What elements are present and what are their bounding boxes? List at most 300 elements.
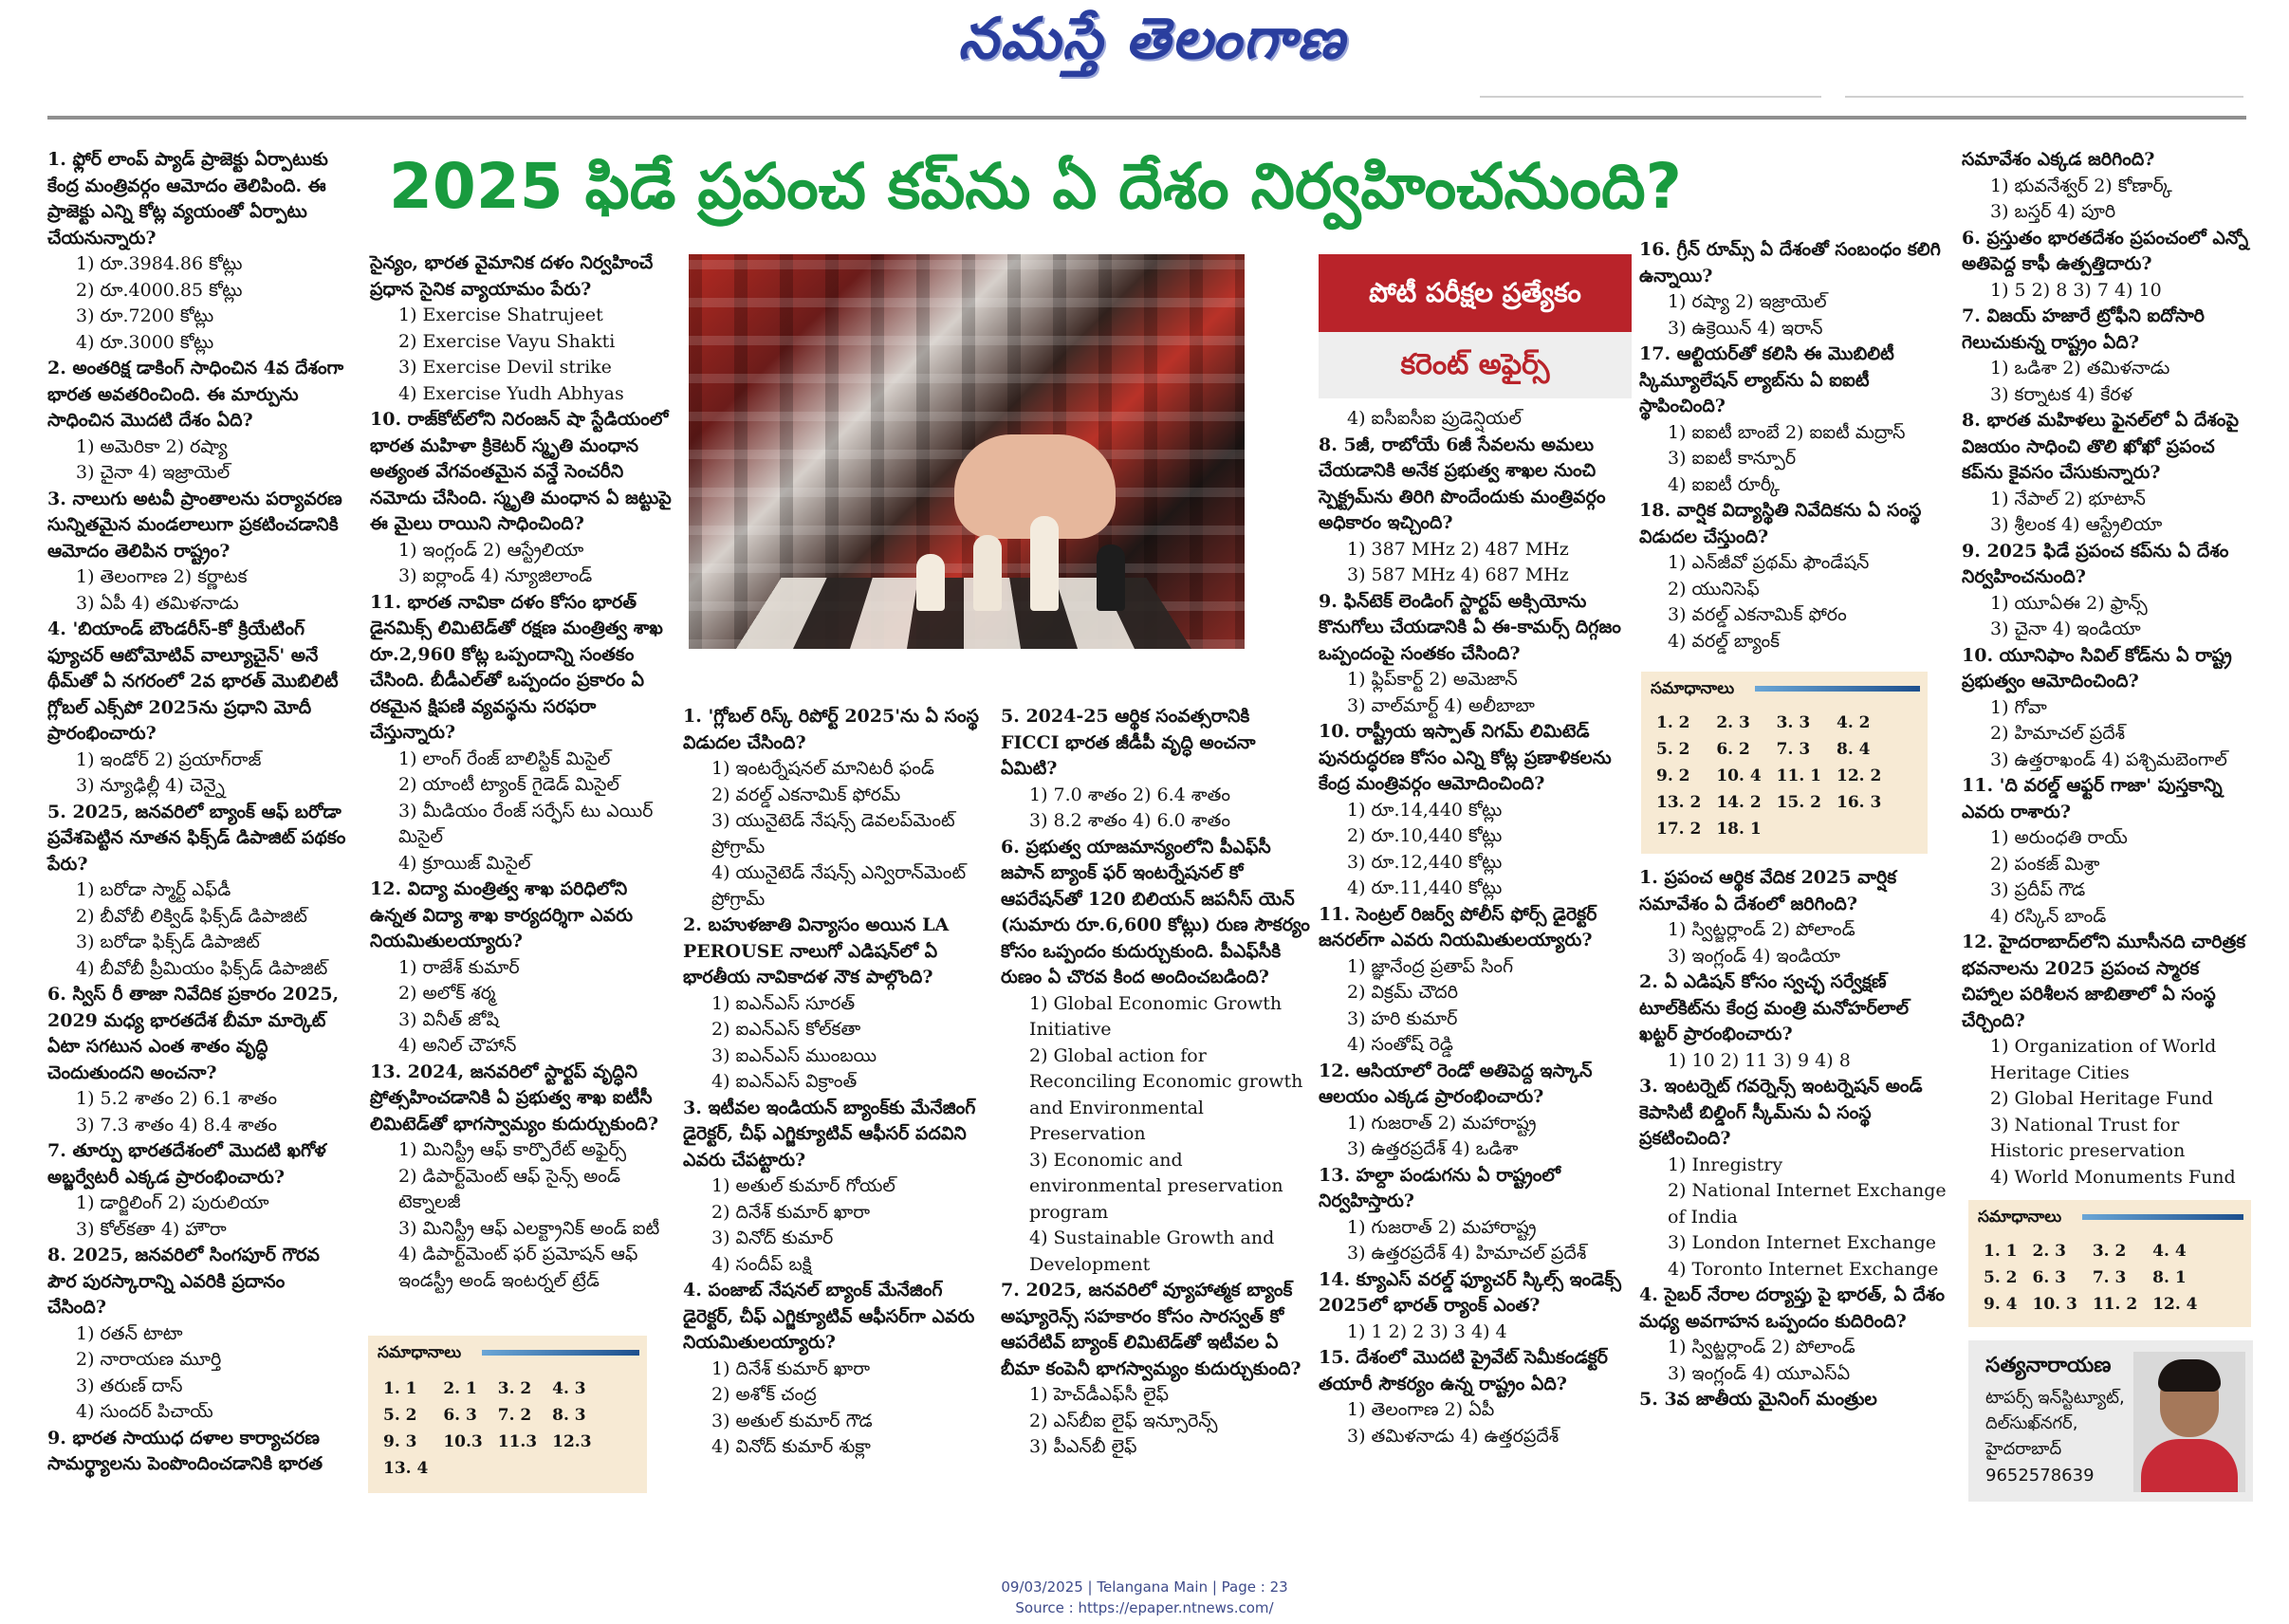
answer-option: 3) Exercise Devil strike [398, 357, 612, 378]
question-text: 8. భారత మహిళలు ఫైనల్‌లో ఏ దేశంపై విజయం సాధించి తొలి ఖోఖో ప్రపంచ కప్‌ను కైవసం చేసుకున్నారు? [1962, 410, 2239, 483]
answer-option: 4) Toronto Internet Exchange [1668, 1258, 1939, 1280]
answer-option: 2) Global action for Reconciling Economic growth and Environmental Preservation [1029, 1044, 1303, 1144]
question-block [1319, 719, 1634, 902]
question-block [1962, 147, 2252, 226]
question-text: 13. 2024, జనవరిలో స్టార్టప్ వృద్ధిని ప్రోత్సహించడానికి ఏ ప్రభుత్వ శాఖ ఐటీసీ లిమిటెడ్‌తో భాగస్వామ్యం కుదుర్చుకుంది? [370, 1061, 658, 1135]
question-text: 11. భారత నావికా దళం కోసం భారత్ డైనమిక్స్ లిమిటెడ్‌తో రక్షణ మంత్రిత్వ శాఖ రూ.2,960 కోట్ల ఒప్పందాన్ని సంతకం చేసింది. బీడీఎల్‌తో ఒప్పందం ప్రకారం ఏ రకమైన క్షిపణి వ్యవస్థను సరఫరా చేస్తున్నారు? [370, 591, 663, 743]
answer-option: 4) రస్కిన్ బాండ్ [1990, 905, 2107, 927]
question-block [1001, 835, 1314, 1279]
answers-box-2 [1641, 672, 1928, 854]
answer-option: 4) Sustainable Growth and Development [1029, 1227, 1275, 1275]
answer-cell: 12. 2 [1836, 766, 1882, 785]
answer-option: 1) 10 2) 11 3) 9 4) 8 [1668, 1049, 1851, 1071]
answer-cell: 9. 3 [383, 1432, 417, 1451]
question-block [47, 1243, 347, 1426]
question-text: 5. 2024-25 ఆర్థిక సంవత్సరానికి FICCI భారత జీడీపీ వృద్ధి అంచనా ఏమిటి? [1001, 706, 1256, 779]
answer-cell: 2. 3 [1716, 713, 1750, 732]
answer-cell: 10.3 [443, 1432, 483, 1451]
question-text: 17. ఆల్టియర్‌తో కలిసి ఈ మొబిలిటీ స్కిమ్యూలేషన్ ల్యాబ్‌ను ఏ ఐఐటీ స్థాపించింది? [1639, 343, 1894, 416]
answer-option: 1) తెలంగాణ 2) కర్ణాటక [76, 566, 248, 587]
answer-option: 1) బరోడా స్మార్ట్ ఎఫ్‌డీ [76, 879, 231, 900]
question-text: 7. 2025, జనవరిలో వ్యూహాత్మక బ్యాంక్ అష్యూరెన్స్ సహకారం కోసం సారస్వత్ కో ఆపరేటివ్ బ్యాంక్ లిమిటెడ్‌తో ఇటీవల ఏ బీమా కంపెనీ భాగస్వామ్యం కుదుర్చుకుంది? [1001, 1280, 1301, 1379]
header-rule [47, 116, 2246, 120]
answer-option: 3) అతుల్ కుమార్ గౌడ [711, 1410, 873, 1431]
answer-option: 2) రూ.10,440 కోట్లు [1347, 825, 1503, 846]
answer-option: 3) హరి కుమార్ [1347, 1007, 1458, 1029]
answer-option: 1) స్విట్జర్లాండ్ 2) పోలాండ్ [1668, 919, 1855, 940]
answer-option: 3) తరుణ్ దాస్ [76, 1375, 183, 1396]
answer-option: 3) ఉత్తరప్రదేశ్ 4) ఒడిశా [1347, 1138, 1519, 1159]
answer-option: 2) బీవోబీ లిక్విడ్ ఫిక్స్‌డ్ డిపాజిట్ [76, 905, 307, 927]
answer-cell: 18. 1 [1716, 820, 1762, 839]
answer-option: 3) 8.2 శాతం 4) 6.0 శాతం [1029, 810, 1230, 831]
answer-option: 3) ఇంగ్లండ్ 4) యూఎస్ఏ [1668, 1362, 1851, 1384]
question-text: 15. దేశంలో మొదటి ప్రైవేట్ సెమీకండక్టర్ తయారీ సౌకర్యం ఉన్న రాష్ట్రం ఏది? [1319, 1347, 1608, 1394]
answer-option: 1) రూ.14,440 కోట్లు [1347, 799, 1503, 821]
question-block [1319, 1345, 1634, 1449]
question-text: 3. ఇంటర్నెట్ గవర్నెన్స్ ఇంటర్నెషన్ అండ్ కెపాసిటీ బిల్డింగ్ స్కీమ్‌ను ఏ సంస్థ ప్రకటించింది? [1639, 1076, 1923, 1149]
column-1 [47, 147, 347, 1478]
newspaper-logo: నమస్తే తెలంగాణ [958, 6, 1347, 72]
author-shirt [2141, 1439, 2238, 1492]
answers-title: సమాధానాలు [378, 1343, 462, 1362]
question-block [1319, 1059, 1634, 1163]
question-text: 5. 2025, జనవరిలో బ్యాంక్ ఆఫ్ బరోడా ప్రవేశపెట్టిన నూతన ఫిక్స్‌డ్ డిపాజిట్ పథకం పేరు? [47, 801, 346, 875]
answer-option: 3) రూ.7200 కోట్లు [76, 305, 214, 326]
answer-option: 4) క్రూయిజ్ మిసైల్ [398, 852, 531, 874]
answer-option: 1) గుజరాత్ 2) మహారాష్ట్ర [1347, 1216, 1537, 1238]
answer-cell: 6. 3 [443, 1406, 477, 1425]
answer-cell: 2. 1 [443, 1379, 477, 1398]
answer-cell: 8. 1 [2152, 1268, 2187, 1287]
answer-option: 1) Exercise Shatrujeet [398, 304, 603, 325]
answers-row [1976, 1238, 2205, 1264]
answer-option: 1) లాంగ్ రేంజ్ బాలిస్టిక్ మిసైల్ [398, 747, 611, 769]
answer-option: 1) దినేశ్ కుమార్ ఖారా [711, 1357, 871, 1379]
answer-cell [545, 1455, 599, 1482]
question-block [1962, 930, 2252, 1190]
answer-option: 3) చైనా 4) ఇజ్రాయెల్ [76, 462, 231, 483]
question-block [47, 617, 347, 800]
answer-cell: 1. 2 [1656, 713, 1690, 732]
answer-option: 2) విక్రమ్ చౌదరి [1347, 982, 1458, 1003]
answer-cell [435, 1455, 489, 1482]
answer-cell: 1. 1 [1984, 1242, 2018, 1261]
author-institute: టాపర్స్ ఇన్‌స్టిట్యూట్, [1985, 1388, 2125, 1408]
answer-option: 3) ఉత్తరప్రదేశ్ 4) హిమాచల్ ప్రదేశ్ [1347, 1243, 1587, 1264]
answers-box-1 [368, 1336, 647, 1493]
answer-cell: 2. 3 [2032, 1242, 2066, 1261]
answer-option: 3) పీఎన్‌బీ లైఫ్ [1029, 1436, 1137, 1457]
answer-option: 3) రూ.12,440 కోట్లు [1347, 851, 1503, 873]
answer-option: 1) 1 2) 2 3) 3 4) 4 [1347, 1320, 1507, 1342]
answer-cell: 3. 2 [2092, 1242, 2127, 1261]
question-text: 4. 'బియాండ్ బౌండరీస్-కో క్రియేటింగ్ ఫ్యూచర్ ఆటోమోటివ్ వాల్యూచైన్' అనే థీమ్‌తో ఏ నగరంలో 2వ భారత్ మొబిలిటీ గ్లోబల్ ఎక్స్‌పో 2025ను ప్రధాని మోదీ ప్రారంభించారు? [47, 618, 339, 744]
answer-cell: 4. 3 [552, 1379, 586, 1398]
answer-option: 1) రాజేశ్ కుమార్ [398, 956, 520, 978]
question-block [1962, 773, 2252, 930]
answer-option: 1) స్విట్జర్లాండ్ 2) పోలాండ్ [1668, 1337, 1855, 1357]
answer-option: 3) ఐఎన్ఎస్ ముంబయి [711, 1044, 877, 1066]
answer-cell: 1. 1 [383, 1379, 417, 1398]
answer-option: 1) యూఏఈ 2) ఫ్రాన్స్ [1990, 592, 2148, 614]
answer-option: 1) గుజరాత్ 2) మహారాష్ట్ర [1347, 1112, 1537, 1134]
answers-row [1649, 789, 1889, 816]
question-text: 8. 2025, జనవరిలో సింగపూర్ గౌరవ పౌర పురస్కారాన్ని ఎవరికి ప్రదానం చేసింది? [47, 1245, 320, 1318]
question-block [1001, 704, 1314, 835]
answer-cell: 5. 2 [1984, 1268, 2018, 1287]
question-text: 2. అంతరిక్ష డాకింగ్ సాధించిన 4వ దేశంగా భారత అవతరించింది. ఈ మార్పును సాధించిన మొదటి దేశం ఏది? [47, 358, 344, 431]
question-text: 2. బహుళజాతి విన్యాసం అయిన LA PEROUSE నాలుగో ఎడిషన్‌లో ఏ భారతీయ నావికాదళ నౌక పాల్గొంది? [683, 914, 950, 987]
column-6-bottom [1639, 865, 1952, 1413]
answer-option: 4) ఐఐటీ రూర్కీ [1668, 473, 1781, 495]
answer-option: 3) ఇంగ్లండ్ 4) ఇండియా [1668, 945, 1840, 967]
question-block [1639, 237, 1952, 341]
answer-option: 4) యునైటెడ్ నేషన్స్ ఎన్విరాన్‌మెంట్ ప్రోగ్రామ్ [711, 862, 967, 910]
question-block [1639, 969, 1952, 1074]
question-block [370, 250, 672, 407]
answer-option: 3) మీడియం రేంజ్ సర్ఫేస్ టు ఎయిర్ మిసైల్ [398, 800, 654, 847]
answer-option: 4) రూ.3000 కోట్లు [76, 331, 214, 353]
question-block [1962, 539, 2252, 643]
question-text: 3. నాలుగు అటవీ ప్రాంతాలను పర్యావరణ సున్నితమైన మండలాలుగా ప్రకటించడానికి ఆమోదం తెలిపిన రాష్ట్రం? [47, 488, 342, 562]
answers-row [376, 1455, 600, 1482]
answer-cell: 5. 2 [383, 1406, 417, 1425]
answer-option: 3) ఏపీ 4) తమిళనాడు [76, 592, 239, 614]
answers-title: సమాధానాలు [1651, 679, 1735, 698]
answer-option: 3) బరోడా ఫిక్స్‌డ్ డిపాజిట్ [76, 932, 260, 952]
question-block [47, 487, 347, 618]
author-city: హైదరాబాద్ [1985, 1439, 2062, 1459]
answers-row [1976, 1291, 2205, 1318]
column-7 [1962, 147, 2252, 1190]
answer-cell: 13. 2 [1656, 793, 1702, 812]
answer-option: 3) 587 MHz 4) 687 MHz [1347, 564, 1569, 585]
question-block [683, 704, 996, 913]
answer-option: 1) హెచ్‌డీఎఫ్‌సీ లైఫ్ [1029, 1384, 1170, 1405]
answer-cell: 7. 3 [2092, 1268, 2127, 1287]
answer-cell: 13. 4 [383, 1459, 429, 1478]
answer-option: 2) అశోక్ చంద్ర [711, 1384, 817, 1405]
answer-option: 1) Inregistry [1668, 1153, 1783, 1175]
answers-title-bar [2082, 1214, 2243, 1220]
answer-option: 3) వరల్డ్ ఎకనామిక్ ఫోరం [1668, 604, 1847, 625]
answer-option: 1) నేపాల్ 2) భూటాన్ [1990, 488, 2146, 509]
question-text: 7. విజయ్ హజారే ట్రోఫీని ఐదోసారి గెలుచుకున్న రాష్ట్రం ఏది? [1962, 305, 2205, 353]
question-text: 6. ప్రభుత్వ యాజమాన్యంలోని పీఎఫ్‌సీ జపాన్ బ్యాంక్ ఫర్ ఇంటర్నేషనల్ కో ఆపరేషన్‌తో 120 బిలియన్ జపనీస్ యెన్ (సుమారు రూ.6,600 కోట్లు) రుణ సౌకర్యం కోసం ఒప్పందం కుదుర్చుకుంది. పీఎఫ్‌సీకి రుణం ఏ చొరవ కింద అందించబడింది? [1001, 836, 1310, 987]
answer-option: 1) ఐఎన్ఎస్ సూరత్ [711, 992, 856, 1014]
answer-option: 1) ఇంటర్నేషనల్ మానిటరీ ఫండ్ [711, 758, 934, 779]
answer-cell: 6. 3 [2032, 1268, 2066, 1287]
answer-cell: 4. 2 [1836, 713, 1871, 732]
answer-option: 3) వినీత్ జోషి [398, 1008, 500, 1030]
question-text: 7. తూర్పు భారతదేశంలో మొదటి ఖగోళ అబ్జర్వేటరీ ఎక్కడ ప్రారంభించారు? [47, 1140, 326, 1188]
question-text: 9. భారత సాయుధ దళాల కార్యాచరణ సామర్థ్యాలను పెంపొందించడానికి భారత [47, 1427, 323, 1474]
question-block [1319, 589, 1634, 720]
question-text: 13. హల్దా పండుగను ఏ రాష్ట్రంలో నిర్వహిస్తారు? [1319, 1164, 1560, 1211]
question-text: 1. ఫ్లోర్ లాంప్ ప్యాడ్ ప్రాజెక్టు ఏర్పాటుకు కేంద్ర మంత్రివర్గం ఆమోదం తెలిపింది. ఈ ప్రాజెక్టు ఎన్ని కోట్ల వ్యయంతో ఏర్పాటు చేయనున్నారు? [47, 149, 328, 249]
question-block [370, 590, 672, 877]
answer-option: 3) బస్తర్ 4) పూరి [1990, 201, 2116, 222]
answers-title-bar [482, 1350, 639, 1356]
question-block [47, 356, 347, 487]
answer-cell: 11. 2 [2092, 1295, 2138, 1314]
answer-option: 1) Global Economic Growth Initiative [1029, 992, 1283, 1040]
answer-option: 1) డార్జిలింగ్ 2) పురులియా [76, 1192, 269, 1213]
question-block [1639, 1283, 1952, 1387]
answer-option: 2) Exercise Vayu Shakti [398, 330, 616, 352]
answer-option: 3) ఉక్రెయిన్ 4) ఇరాన్ [1668, 317, 1823, 339]
answer-option: 1) ఫ్లిప్‌కార్ట్ 2) అమెజాన్ [1347, 669, 1518, 690]
answers-row [1649, 710, 1889, 736]
question-block [370, 1060, 672, 1295]
question-block [1962, 408, 2252, 539]
answer-cell: 12.3 [552, 1432, 592, 1451]
author-box [1968, 1340, 2253, 1502]
question-block [47, 982, 347, 1138]
question-block [370, 877, 672, 1060]
answer-option: 1) 5.2 శాతం 2) 6.1 శాతం [76, 1088, 277, 1109]
question-text: 9. 2025 ఫిడే ప్రపంచ కప్‌ను ఏ దేశం నిర్వహించనుంది? [1962, 540, 2229, 587]
question-block [1319, 1163, 1634, 1267]
answer-option: 3) Economic and environmental preservation program [1029, 1149, 1283, 1223]
answer-cell: 7. 2 [497, 1406, 532, 1425]
question-text: 5. 3వ జాతీయ మైనింగ్ మంత్రుల [1639, 1389, 1877, 1410]
answer-option: 1) రతన్ టాటా [76, 1322, 183, 1344]
footer-date: 09/03/2025 | Telangana Main | Page : 23 [1001, 1578, 1288, 1596]
answer-option: 4) వినోద్ కుమార్ శుక్లా [711, 1436, 871, 1457]
answer-option: 3) కర్నాటక 4) కేరళ [1990, 383, 2132, 405]
answer-option: 4) డిపార్ట్‌మెంట్ ఫర్ ప్రమోషన్ ఆఫ్ ఇండస్ట్రీ అండ్ ఇంటర్నల్ ట్రేడ్ [398, 1244, 638, 1291]
answer-cell: 9. 4 [1984, 1295, 2018, 1314]
answer-cell [1829, 816, 1889, 842]
answer-cell: 16. 3 [1836, 793, 1882, 812]
question-block [1639, 498, 1952, 655]
question-block [1319, 902, 1634, 1059]
question-block [1319, 406, 1634, 433]
answer-cell: 4. 4 [2152, 1242, 2187, 1261]
question-text: సైన్యం, భారత వైమానిక దళం నిర్వహించే ప్రధాన సైనిక వ్యాయామం పేరు? [370, 252, 654, 300]
answer-option: 3) 7.3 శాతం 4) 8.4 శాతం [76, 1114, 277, 1135]
answer-option: 2) రూ.4000.85 కోట్లు [76, 279, 243, 301]
answers-table [1976, 1238, 2205, 1318]
answers-title-bar [1755, 686, 1920, 692]
answer-option: 4) ఐసీఐసీఐ ప్రుడెన్షియల్ [1347, 408, 1522, 429]
question-text: 18. వార్షిక విద్యాస్థితి నివేదికను ఏ సంస్థ విడుదల చేస్తుంది? [1639, 500, 1922, 547]
author-photo [2133, 1352, 2245, 1492]
answer-option: 1) ఎన్‌జీవో ప్రథమ్ ఫౌండేషన్ [1668, 552, 1870, 573]
question-text: 8. 5జీ, రాబోయే 6జీ సేవలను అమలు చేయడానికి అనేక ప్రభుత్వ శాఖల నుంచి స్పెక్ట్రమ్‌ను తిరిగి పొందేందుకు మంత్రివర్గం అధికారం ఇచ్చింది? [1319, 434, 1606, 533]
question-text: 12. ఆసియాలో రెండో అతిపెద్ద ఇస్కాన్ ఆలయం ఎక్కడ ప్రారంభించారు? [1319, 1060, 1593, 1107]
answers-row [376, 1429, 600, 1455]
answer-option: 3) వాల్‌మార్ట్ 4) అలీబాబా [1347, 694, 1535, 716]
section-tag-top: పోటీ పరీక్షల ప్రత్యేకం [1319, 254, 1632, 332]
answers-box-3 [1968, 1200, 2251, 1327]
answers-row [376, 1375, 600, 1402]
question-text: 6. స్విస్ రీ తాజా నివేదిక ప్రకారం 2025, 2029 మధ్య భారతదేశ బీమా మార్కెట్ ఏటా సగటున ఎంత శాతం వృద్ధి చెందుతుందని అంచనా? [47, 984, 340, 1083]
question-block [1639, 1387, 1952, 1413]
answer-cell: 12. 4 [2152, 1295, 2198, 1314]
question-text: 11. 'ది వరల్డ్ ఆఫ్టర్ గాజా' పుస్తకాన్ని ఎవరు రాశారు? [1962, 775, 2223, 822]
answer-option: 1) 5 2) 8 3) 7 4) 10 [1990, 279, 2162, 301]
answer-option: 1) జ్ఞానేంద్ర ప్రతాప్ సింగ్ [1347, 955, 1514, 977]
answer-option: 3) ఉత్తరాఖండ్ 4) పశ్చిమబెంగాల్ [1990, 748, 2227, 770]
question-text: 3. ఇటీవల ఇండియన్ బ్యాంక్‌కు మేనేజింగ్ డైరెక్టర్, చీఫ్ ఎగ్జిక్యూటివ్ ఆఫీసర్ పదవిని ఎవరు చేపట్టారు? [683, 1097, 976, 1171]
answer-option: 1) ఐఐటీ బాంబే 2) ఐఐటీ మద్రాస్ [1668, 421, 1906, 443]
question-block [47, 1138, 347, 1243]
question-block [1962, 226, 2252, 304]
chess-piece-icon [916, 554, 945, 611]
column-5 [1319, 406, 1634, 1449]
question-text: 10. రాష్ట్రీయ ఇస్పాత్ నిగమ్ లిమిటెడ్ పునరుద్ధరణ కోసం ఎన్ని కోట్ల ప్రణాళికలను కేంద్ర మంత్రివర్గం ఆమోదించింది? [1319, 721, 1612, 794]
answer-cell: 10. 4 [1716, 766, 1762, 785]
answer-option: 4) ఐఎన్ఎస్ విక్రాంత్ [711, 1071, 858, 1092]
question-text: 16. గ్రీన్ రూమ్స్ ఏ దేశంతో సంబంధం కలిగి ఉన్నాయి? [1639, 239, 1941, 286]
author-area: దిల్‌సుఖ్‌నగర్, [1985, 1413, 2078, 1433]
answer-option: 3) చైనా 4) ఇండియా [1990, 618, 2141, 639]
answer-option: 1) అరుంధతి రాయ్ [1990, 827, 2128, 848]
answers-row [1976, 1264, 2205, 1291]
answer-option: 2) Global Heritage Fund [1990, 1088, 2214, 1109]
answer-option: 1) ఇంగ్లండ్ 2) ఆస్ట్రేలియా [398, 539, 584, 561]
chess-piece-icon [973, 535, 1002, 611]
answer-option: 1) తెలంగాణ 2) ఏపీ [1347, 1399, 1495, 1420]
answer-option: 2) యాంటీ ట్యాంక్ గైడెడ్ మిసైల్ [398, 774, 619, 795]
chess-piece-icon [1030, 516, 1059, 611]
header-rule-right-1 [1480, 96, 1821, 98]
answer-option: 1) అతుల్ కుమార్ గోయల్ [711, 1175, 895, 1196]
column-3 [683, 704, 996, 1461]
answer-option: 3) వినోద్ కుమార్ [711, 1227, 834, 1248]
question-text: 9. ఫిన్‌టెక్ లెండింగ్ స్టార్టప్ అక్సియోను కొనుగోలు చేయడానికి ఏ ఈ-కామర్స్ దిగ్గజం ఒప్పందంపై సంతకం చేసింది? [1319, 590, 1621, 664]
question-text: 12. హైదరాబాద్‌లోని మూసీనది చారిత్రక భవనాలను 2025 ప్రపంచ స్మారక చిహ్నాల పరిశీలన జాబితాలో ఏ సంస్థ చేర్చింది? [1962, 932, 2246, 1031]
question-block [683, 913, 996, 1096]
answer-option: 2) యునిసెఫ్ [1668, 578, 1760, 600]
question-text: 1. ప్రపంచ ఆర్థిక వేదిక 2025 వార్షిక సమావేశం ఏ దేశంలో జరిగింది? [1639, 867, 1897, 914]
answer-option: 2) డిపార్ట్‌మెంట్ ఆఫ్ సైన్స్ అండ్ టెక్నాలజీ [398, 1165, 621, 1212]
question-block [1962, 643, 2252, 774]
question-text: 14. క్యూఎస్ వరల్డ్ ఫ్యూచర్ స్కిల్స్ ఇండెక్స్ 2025లో భారత్ ర్యాంక్ ఎంత? [1319, 1268, 1621, 1316]
answer-option: 2) అలోక్ శర్మ [398, 983, 496, 1004]
author-name: సత్యనారాయణ [1985, 1354, 2112, 1377]
answer-option: 3) మినిస్ట్రీ ఆఫ్ ఎలక్ట్రానిక్ అండ్ ఐటీ [398, 1217, 660, 1239]
question-text: 12. విద్యా మంత్రిత్వ శాఖ పరిధిలోని ఉన్నత విద్యా శాఖ కార్యదర్శిగా ఎవరు నియమితులయ్యారు? [370, 878, 634, 951]
answer-cell: 7. 3 [1776, 740, 1811, 759]
answer-cell: 9. 2 [1656, 766, 1690, 785]
question-block [1639, 865, 1952, 969]
answer-cell: 17. 2 [1656, 820, 1702, 839]
answer-option: 1) రష్యా 2) ఇజ్రాయెల్ [1668, 291, 1827, 312]
answer-cell: 3. 2 [497, 1379, 532, 1398]
answer-option: 1) గోవా [1990, 696, 2047, 718]
question-block [1639, 1074, 1952, 1283]
question-text: 10. రాజ్‌కోట్‌లోని నిరంజన్ షా స్టేడియంలో భారత మహిళా క్రికెటర్ స్మృతి మంధాన అత్యంత వేగవంతమైన వన్డే సెంచరీని నమోదు చేసింది. స్మృతి మంధాన ఏ జట్టుపై ఈ మైలు రాయిని సాధించింది? [370, 409, 672, 534]
question-text: 4. పంజాబ్ నేషనల్ బ్యాంక్ మేనేజింగ్ డైరెక్టర్, చీఫ్ ఎగ్జిక్యూటివ్ ఆఫీసర్‌గా ఎవరు నియమితులయ్యారు? [683, 1280, 975, 1353]
question-block [683, 1096, 996, 1279]
answers-table [376, 1375, 600, 1482]
answers-row [1649, 816, 1889, 842]
answer-option: 1) ఇండోర్ 2) ప్రయాగ్‌రాజ్ [76, 748, 262, 770]
answer-option: 3) శ్రీలంక 4) ఆస్ట్రేలియా [1990, 514, 2163, 535]
answer-cell: 3. 3 [1776, 713, 1811, 732]
answers-title: సమాధానాలు [1978, 1208, 2062, 1227]
answer-option: 3) యునైటెడ్ నేషన్స్ డెవలప్‌మెంట్ ప్రోగ్రామ్ [711, 810, 955, 858]
answer-option: 4) World Monuments Fund [1990, 1166, 2236, 1188]
answer-option: 3) ప్రదీప్ గౌడ [1990, 879, 2086, 900]
answer-option: 3) ఐర్లాండ్ 4) న్యూజిలాండ్ [398, 565, 593, 586]
question-block [1001, 1278, 1314, 1461]
question-block [1319, 433, 1634, 589]
answer-cell: 8. 4 [1836, 740, 1871, 759]
chess-photo [689, 254, 1245, 649]
answer-cell: 14. 2 [1716, 793, 1762, 812]
answer-option: 1) ఒడిశా 2) తమిళనాడు [1990, 358, 2170, 378]
section-tag [1319, 254, 1632, 398]
answers-row [376, 1402, 600, 1429]
answer-option: 1) 7.0 శాతం 2) 6.4 శాతం [1029, 784, 1230, 805]
author-phone: 9652578639 [1985, 1466, 2095, 1486]
answer-option: 1) భువనేశ్వర్ 2) కోణార్క్ [1990, 175, 2172, 196]
answer-option: 1) రూ.3984.86 కోట్లు [76, 253, 243, 274]
answer-cell: 8. 3 [552, 1406, 586, 1425]
author-hair [2158, 1359, 2221, 1392]
answer-option: 4) సుందర్ పిచాయ్ [76, 1401, 213, 1422]
answer-cell: 11.3 [497, 1432, 538, 1451]
answer-option: 4) రూ.11,440 కోట్లు [1347, 877, 1503, 898]
answer-option: 4) వరల్డ్ బ్యాంక్ [1668, 630, 1781, 652]
answers-row [1649, 763, 1889, 789]
answer-option: 4) అనిల్ చౌహాన్ [398, 1035, 517, 1056]
question-text: 11. సెంట్రల్ రిజర్వ్ పోలీస్ ఫోర్స్ డైరెక్టర్ జనరల్‌గా ఎవరు నియమితులయ్యారు? [1319, 903, 1597, 950]
answer-cell [1769, 816, 1829, 842]
answer-option: 1) మినిస్ట్రీ ఆఫ్ కార్పొరేట్ అఫైర్స్ [398, 1139, 627, 1160]
headline: 2025 ఫిడే ప్రపంచ కప్‌ను ఏ దేశం నిర్వహించనుంది? [389, 150, 1682, 223]
answer-option: 4) బీవోబీ ప్రీమియం ఫిక్స్‌డ్ డిపాజిట్ [76, 957, 328, 979]
answer-option: 4) సంతోష్ రెడ్డి [1347, 1034, 1453, 1055]
answer-option: 1) Organization of World Heritage Cities [1990, 1036, 2217, 1083]
header-rule-right-2 [1845, 96, 2243, 98]
answer-option: 2) హిమాచల్ ప్రదేశ్ [1990, 723, 2126, 744]
question-block [47, 147, 347, 356]
question-text: 10. యూనిఫాం సివిల్ కోడ్‌ను ఏ రాష్ట్ర ప్రభుత్వం ఆమోదించింది? [1962, 644, 2232, 692]
answers-table [1649, 710, 1889, 842]
answer-option: 2) ఐఎన్ఎస్ కోల్‌కతా [711, 1019, 861, 1040]
answer-option: 2) పంకజ్ మిశ్రా [1990, 853, 2100, 875]
answer-option: 2) నారాయణ మూర్తి [76, 1349, 222, 1370]
question-text: సమావేశం ఎక్కడ జరిగింది? [1962, 149, 2155, 170]
answer-option: 3) London Internet Exchange [1668, 1232, 1937, 1253]
question-text: 2. ఏ ఎడిషన్ కోసం స్వచ్ఛ సర్వేక్షణ్ టూల్‌కిట్‌ను కేంద్ర మంత్రి మనోహర్‌లాల్ ఖట్టర్ ప్రారంభించారు? [1639, 971, 1910, 1044]
answer-option: 2) ఎస్‌బీఐ లైఫ్ ఇన్సూరెన్స్ [1029, 1410, 1218, 1431]
answer-cell: 5. 2 [1656, 740, 1690, 759]
answer-option: 2) వరల్డ్ ఎకనామిక్ ఫోరమ్ [711, 784, 901, 805]
section-tag-bottom: కరెంట్ అఫైర్స్ [1319, 332, 1632, 398]
answer-option: 1) 387 MHz 2) 487 MHz [1347, 538, 1569, 560]
answer-option: 1) అమెరికా 2) రష్యా [76, 435, 228, 457]
chess-piece-icon [1097, 544, 1125, 611]
column-2 [370, 250, 672, 1294]
answer-option: 2) దినేశ్ కుమార్ ఖారా [711, 1201, 871, 1223]
answer-option: 4) Exercise Yudh Abhyas [398, 382, 624, 404]
answer-cell: 15. 2 [1776, 793, 1821, 812]
answer-option: 2) National Internet Exchange of India [1668, 1180, 1947, 1227]
question-block [1639, 341, 1952, 498]
question-block [370, 407, 672, 590]
column-4 [1001, 704, 1314, 1461]
question-text: 1. 'గ్లోబల్ రిస్క్ రిపోర్ట్ 2025'ను ఏ సంస్థ విడుదల చేసింది? [683, 706, 979, 753]
column-6-top [1639, 237, 1952, 655]
answers-row [1649, 736, 1889, 763]
